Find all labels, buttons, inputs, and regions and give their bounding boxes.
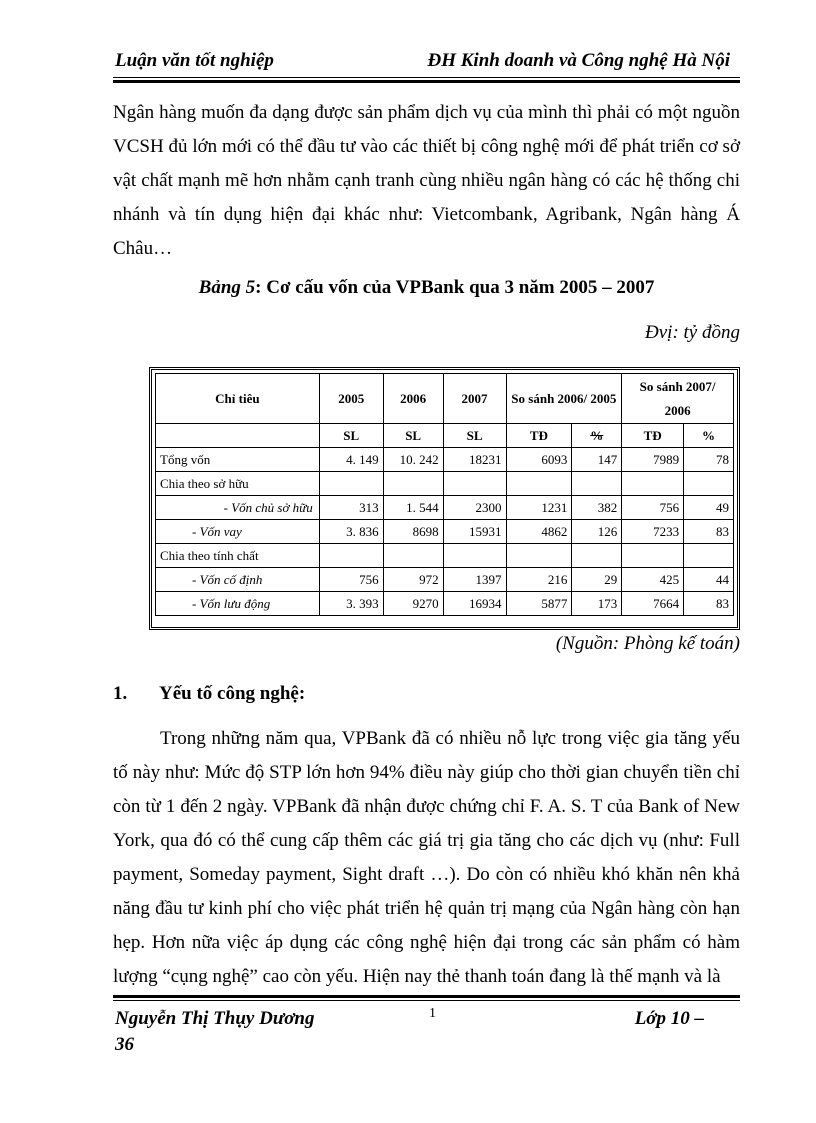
paragraph-technology: Trong những năm qua, VPBank đã có nhiều nỗ lực trong việc gia tăng yếu tố này như: Mức độ STP lớn hơn 94% điều này giúp cho thời gian chuyển tiền chỉ còn từ 1 đến 2 ngày. VPBank đã nhận được chứng chỉ F. A. S. T của Bank of New York, qua đó có thể cung cấp thêm các giá trị gia tăng cho các dịch vụ (như: Full payment, Someday payment, Sight draft …). Do còn có nhiều khó khăn nên khả năng đầu tư kinh phí cho việc phát triển hệ quản trị mạng của Ngân hàng còn hạn hẹp. Hơn nữa việc áp dụng các công nghệ hiện đại trong các sản phẩm có hàm lượng “cụng nghệ” cao còn yếu. Hiện nay thẻ thanh toán đang là thế mạnh và là	[113, 728, 740, 987]
cell-pct2: 49	[684, 496, 734, 520]
subheader-empty	[156, 424, 320, 448]
header-compare-2007-2006: So sánh 2007/ 2006	[622, 374, 734, 424]
subheader-td: TĐ	[622, 424, 684, 448]
footer-class-number: 36	[115, 1034, 134, 1055]
cell-td1: 216	[506, 568, 572, 592]
cell-pct2: 83	[684, 520, 734, 544]
header-compare-2006-2005: So sánh 2006/ 2005	[506, 374, 622, 424]
cell-pct1: 126	[572, 520, 622, 544]
cell-pct2: 78	[684, 448, 734, 472]
cell-td1: 6093	[506, 448, 572, 472]
subheader-pct: %	[572, 424, 622, 448]
cell-2005: 313	[319, 496, 383, 520]
table-row	[156, 592, 734, 616]
subheader-sl: SL	[319, 424, 383, 448]
table-caption-text: : Cơ cấu vốn của VPBank qua 3 năm 2005 – 2007	[255, 277, 655, 298]
subheader-td: TĐ	[506, 424, 572, 448]
table-row	[156, 448, 734, 472]
section-title: Yếu tố công nghệ:	[159, 683, 306, 704]
cell-2007: 16934	[443, 592, 506, 616]
cell-pct1: 29	[572, 568, 622, 592]
table-source-note: (Nguồn: Phòng kế toán)	[555, 633, 740, 654]
header-thesis-title: Luận văn tốt nghiệp	[115, 50, 274, 71]
cell-td2: 7233	[622, 520, 684, 544]
cell-td2: 7664	[622, 592, 684, 616]
header-year-2005: 2005	[319, 374, 383, 424]
row-label: Chia theo sở hữu	[156, 472, 320, 496]
cell-2006: 8698	[383, 520, 443, 544]
row-label: - Vốn lưu động	[156, 592, 320, 616]
table-row	[156, 520, 734, 544]
header-year-2006: 2006	[383, 374, 443, 424]
table-caption-label: Bảng 5	[198, 277, 256, 298]
footer-rule-thin	[113, 1000, 740, 1001]
cell-pct1: 382	[572, 496, 622, 520]
header-rule-thick	[113, 80, 740, 83]
table-row	[156, 472, 734, 496]
cell-2007: 1397	[443, 568, 506, 592]
cell-2007: 18231	[443, 448, 506, 472]
cell-2006: 10. 242	[383, 448, 443, 472]
subheader-sl: SL	[443, 424, 506, 448]
cell-td2: 7989	[622, 448, 684, 472]
cell-2006: 1. 544	[383, 496, 443, 520]
header-university: ĐH Kinh doanh và Công nghệ Hà Nội	[427, 50, 730, 71]
unit-note: Đvị: tỷ đồng	[645, 322, 740, 343]
header-rule-thin	[113, 77, 740, 78]
subheader-sl: SL	[383, 424, 443, 448]
row-label: Tổng vốn	[156, 448, 320, 472]
page-header	[113, 50, 740, 76]
cell-td1: 1231	[506, 496, 572, 520]
row-label: - Vốn vay	[156, 520, 320, 544]
cell-2006: 9270	[383, 592, 443, 616]
cell-2007: 2300	[443, 496, 506, 520]
cell-pct2: 83	[684, 592, 734, 616]
paragraph-intro: Ngân hàng muốn đa dạng được sản phẩm dịch vụ của mình thì phải có một nguồn VCSH đủ lớn mới có thể đầu tư vào các thiết bị công nghệ mới để phát triển cơ sở vật chất mạnh mẽ hơn nhằm cạnh tranh cùng nhiều ngân hàng có các hệ thống chi nhánh và tín dụng hiện đại khác như: Vietcombank, Agribank, Ngân hàng Á Châu…	[113, 102, 740, 259]
cell-2005: 3. 393	[319, 592, 383, 616]
cell-2007: 15931	[443, 520, 506, 544]
cell-td1: 5877	[506, 592, 572, 616]
table-row	[156, 568, 734, 592]
section-number: 1.	[113, 683, 128, 704]
header-indicator: Chỉ tiêu	[156, 374, 320, 424]
footer-rule-thick	[113, 995, 740, 998]
cell-pct1: 147	[572, 448, 622, 472]
cell-2005: 756	[319, 568, 383, 592]
header-year-2007: 2007	[443, 374, 506, 424]
cell-2005: 3. 836	[319, 520, 383, 544]
cell-2006: 972	[383, 568, 443, 592]
row-label: - Vốn cố định	[156, 568, 320, 592]
cell-td2: 425	[622, 568, 684, 592]
footer-class: Lớp 10 –	[634, 1008, 704, 1029]
cell-pct1: 173	[572, 592, 622, 616]
table-caption	[113, 277, 740, 299]
capital-structure-table	[149, 367, 740, 630]
cell-pct2: 44	[684, 568, 734, 592]
cell-td1: 4862	[506, 520, 572, 544]
table-row	[156, 496, 734, 520]
cell-td2: 756	[622, 496, 684, 520]
row-label: Chia theo tính chất	[156, 544, 320, 568]
table-row	[156, 544, 734, 568]
cell-2005: 4. 149	[319, 448, 383, 472]
page-number: 1	[429, 1006, 436, 1021]
footer-author: Nguyễn Thị Thụy Dương	[115, 1008, 315, 1029]
row-label: - Vốn chủ sở hữu	[156, 496, 320, 520]
subheader-pct: %	[684, 424, 734, 448]
